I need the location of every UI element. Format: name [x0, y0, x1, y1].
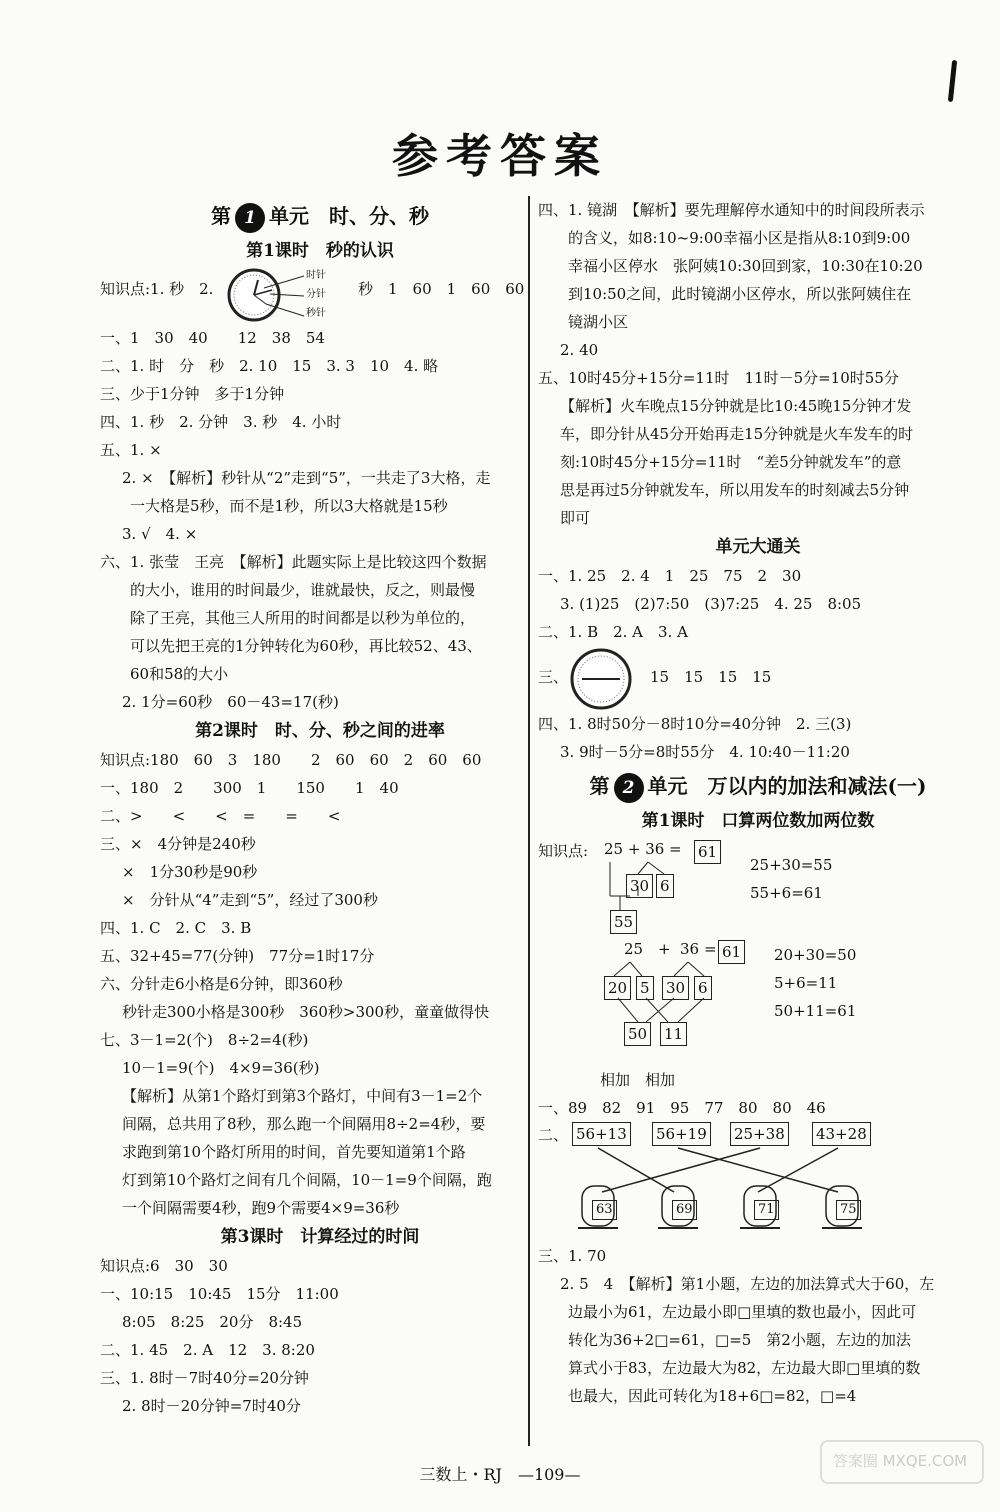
answer-line: 边最小为61，左边最小即□里填的数也最小，因此可: [568, 1303, 917, 1321]
answer-line: 二、1. 时 分 秒 2. 10 15 3. 3 10 4. 略: [100, 357, 439, 375]
answer-line: 60和58的大小: [130, 665, 229, 683]
lesson3-answers: [100, 1252, 540, 1420]
lesson2-answers: [100, 746, 540, 1222]
right-top-answers: [538, 196, 978, 532]
answer-line: 车，即分针从45分开始再走15分钟就是火车发车的时: [560, 425, 914, 443]
fig2-part-box: 6: [694, 976, 712, 1000]
right-column: [538, 196, 978, 1410]
fig2-equation: 50+11=61: [774, 1002, 857, 1020]
answer-line: 六、分针走6小格是6分钟，即360秒: [100, 975, 343, 993]
answer-line: 四、1. 秒 2. 分钟 3. 秒 4. 小时: [100, 413, 342, 431]
answer-line: 七、3－1=2(个) 8÷2=4(秒): [100, 1031, 309, 1049]
unit2-heading: [538, 766, 978, 806]
unit1-number-badge: 1: [235, 203, 265, 233]
fig1-sum-box: 55: [610, 910, 637, 934]
addition-figure-1: [538, 836, 978, 940]
left-column: [100, 196, 540, 1420]
lesson-heading: 第1课时 秒的认识: [246, 241, 394, 261]
answer-line: 3. (1)25 (2)7:50 (3)7:25 4. 25 8:05: [560, 595, 862, 613]
fig2-mid-box: 50: [624, 1022, 651, 1046]
answer-line: 到10:50之间，此时镜湖小区停水，所以张阿姨住在: [568, 285, 912, 303]
fig1-equation: 25+30=55: [750, 856, 833, 874]
mailbox-number: 71: [754, 1200, 779, 1220]
answer-line: 知识点:180 60 3 180 2 60 60 2 60 60: [100, 751, 482, 769]
knowledge-clock-row: [100, 266, 540, 324]
answer-line: 三、少于1分钟 多于1分钟: [100, 385, 285, 403]
answer-line: 2. 1分=60秒 60－43=17(秒): [122, 693, 339, 711]
answer-line: 2. 40: [560, 341, 599, 359]
fig1-equation: 55+6=61: [750, 884, 823, 902]
answer-line: 三、× 4分钟是240秒: [100, 835, 256, 853]
answer-line: 五、32+45=77(分钟) 77分=1时17分: [100, 947, 375, 965]
answer-line: 一、1 30 40 12 38 54: [100, 329, 325, 347]
unit2-number-badge: 2: [614, 773, 644, 803]
answer-line: 3. 9时－5分=8时55分 4. 10:40－11:20: [560, 743, 850, 761]
knowledge-answers: 秒 1 60 1 60 60: [358, 280, 525, 298]
lesson-heading: 第1课时 口算两位数加两位数: [641, 811, 875, 831]
answer-line: 二、1. B 2. A 3. A: [538, 623, 688, 641]
expression-card: 43+28: [812, 1122, 871, 1146]
answer-line: 一、180 2 300 1 150 1 40: [100, 779, 399, 797]
answer-line: 求跑到第10个路灯所用的时间，首先要知道第1个路: [122, 1143, 466, 1161]
expression-card: 56+13: [572, 1122, 631, 1146]
expression-card: 25+38: [730, 1122, 789, 1146]
review-clock-row: [538, 646, 978, 710]
answer-line: 一、89 82 91 95 77 80 80 46: [538, 1099, 826, 1117]
mailbox-number: 69: [672, 1200, 697, 1220]
unit1-heading: [100, 196, 540, 236]
answer-line: 2. 5 4 【解析】第1小题，左边的加法算式大于60，左: [560, 1275, 935, 1293]
corner-mark: [948, 60, 957, 102]
unit1-prefix: 第: [211, 204, 231, 228]
answer-line: 三、1. 70: [538, 1247, 607, 1265]
answer-line: 的大小，谁用的时间最少，谁就最快，反之，则最慢: [130, 581, 476, 599]
unit2-title: 单元 万以内的加法和减法(一): [647, 774, 927, 798]
page-title: 参考答案: [392, 129, 608, 183]
answer-line: 即可: [560, 509, 591, 527]
answer-line: 【解析】火车晚点15分钟就是比10:45晚15分钟才发: [560, 397, 912, 415]
matching-label: 二、: [538, 1126, 569, 1144]
answer-line: × 1分30秒是90秒: [122, 863, 258, 881]
answer-line: 四、1. 镜湖 【解析】要先理解停水通知中的时间段所表示: [538, 201, 925, 219]
fig2-mid-box: 11: [660, 1022, 687, 1046]
answer-line: 一个间隔需要4秒，跑9个需要4×9=36秒: [122, 1199, 400, 1217]
answer-line: 一、10:15 10:45 15分 11:00: [100, 1285, 339, 1303]
answer-line: 算式小于83，左边最大为82，左边最大即□里填的数: [568, 1359, 921, 1377]
fig2-result-box: 61: [718, 940, 745, 964]
watermark-logo: [820, 1440, 980, 1500]
answer-line: 知识点:6 30 30: [100, 1257, 228, 1275]
knowledge-label: 知识点:1. 秒 2.: [100, 280, 214, 298]
answer-line: 3. √ 4. ×: [122, 525, 198, 543]
matching-figure: [538, 1122, 978, 1242]
fig2-equation: 5+6=11: [774, 974, 838, 992]
answer-line: 秒针走300小格是300秒 360秒>300秒，童童做得快: [122, 1003, 490, 1021]
answer-line: 间隔，总共用了8秒，那么跑一个间隔用8÷2=4秒，要: [122, 1115, 486, 1133]
answer-line: 四、1. 8时50分－8时10分=40分钟 2. 三(3): [538, 715, 852, 733]
answer-line: 2. 8时－20分钟=7时40分: [122, 1397, 301, 1415]
answer-line: 2. × 【解析】秒针从“2”走到“5”，一共走了3大格，走: [122, 469, 491, 487]
answer-line: 的含义，如8:10~9:00幸福小区是指从8:10到9:00: [568, 229, 911, 247]
answer-line: 三、1. 8时－7时40分=20分钟: [100, 1369, 309, 1387]
answer-line: 也最大，因此可转化为18+6□=82，□=4: [568, 1387, 857, 1405]
matching-lines: [538, 1122, 898, 1242]
review-clock-label: 三、: [538, 668, 569, 686]
answer-line: 8:05 8:25 20分 8:45: [122, 1313, 303, 1331]
answer-line: 二、> < < = = <: [100, 807, 341, 825]
answer-line: 可以先把王亮的1分钟转化为60秒，再比较52、43、: [130, 637, 482, 655]
minute-hand-label: 分针: [306, 289, 326, 300]
mailbox-number: 63: [592, 1200, 617, 1220]
unit2-prefix: 第: [589, 774, 610, 798]
answer-line: 五、1. ×: [100, 441, 162, 459]
fig1-expression: 25 + 36 =: [604, 840, 682, 858]
fig2-captions: 相加 相加: [600, 1071, 676, 1089]
fig2-connectors: [538, 940, 758, 1066]
mailbox-number: 75: [836, 1200, 861, 1220]
clock-figure: [224, 268, 344, 324]
answer-line: 一、1. 25 2. 4 1 25 75 2 30: [538, 567, 802, 585]
answer-line: 转化为36+2□=61，□=5 第2小题，左边的加法: [568, 1331, 911, 1349]
fig1-part-box: 30: [626, 874, 653, 898]
hour-hand-label: 时针: [306, 270, 326, 281]
lesson-heading: 第3课时 计算经过的时间: [220, 1227, 420, 1247]
answer-line: 【解析】从第1个路灯到第3个路灯，中间有3－1=2个: [122, 1087, 483, 1105]
clock-figure: [568, 648, 638, 710]
watermark-text: 答案圈 MXQE.COM: [832, 1452, 968, 1470]
unit1-title: 单元 时、分、秒: [269, 204, 429, 228]
fig2-part-box: 30: [662, 976, 689, 1000]
answer-line: 镜湖小区: [568, 313, 629, 331]
answer-line: 除了王亮，其他三人所用的时间都是以秒为单位的，: [130, 609, 476, 627]
answer-line: 五、10时45分+15分=11时 11时－5分=10时55分: [538, 369, 899, 387]
answer-line: 刻:10时45分+15分=11时 “差5分钟就发车”的意: [560, 453, 902, 471]
lesson1-answers: [100, 324, 540, 716]
answer-line: × 分针从“4”走到“5”，经过了300秒: [122, 891, 378, 909]
second-hand-label: 秒针: [306, 308, 326, 319]
answer-line: 六、1. 张莹 王亮 【解析】此题实际上是比较这四个数据: [100, 553, 487, 571]
answer-line: 思是再过5分钟就发车，所以用发车的时刻减去5分钟: [560, 481, 910, 499]
fig1-label: 知识点:: [538, 842, 589, 860]
clock-hand-labels: [306, 266, 326, 323]
fig2-part-box: 20: [604, 976, 631, 1000]
fig2-plus: +: [658, 940, 671, 958]
review-clock-answers: 15 15 15 15: [650, 668, 772, 686]
expression-card: 56+19: [652, 1122, 711, 1146]
fig2-addend-b: 36: [680, 940, 700, 958]
fig1-part-box: 6: [656, 874, 674, 898]
answer-line: 二、1. 45 2. A 12 3. 8:20: [100, 1341, 315, 1359]
lesson-heading: 第2课时 时、分、秒之间的进率: [195, 721, 445, 741]
answer-line: 一大格是5秒，而不是1秒，所以3大格就是15秒: [130, 497, 448, 515]
fig1-result-box: 61: [694, 840, 721, 864]
answer-line: 四、1. C 2. C 3. B: [100, 919, 252, 937]
answer-line: 灯到第10个路灯之间有几个间隔，10－1=9个间隔，跑: [122, 1171, 492, 1189]
answer-line: 10－1=9(个) 4×9=36(秒): [122, 1059, 320, 1077]
answer-line: 幸福小区停水 张阿姨10:30回到家，10:30在10:20: [568, 257, 923, 275]
page-footer: 三数上・RJ —109—: [419, 1465, 581, 1484]
fig2-equals: =: [704, 940, 717, 958]
addition-figure-2: [538, 940, 978, 1066]
fig2-addend-a: 25: [624, 940, 644, 958]
fig2-part-box: 5: [636, 976, 654, 1000]
unit-review-heading: 单元大通关: [715, 537, 801, 557]
fig2-equation: 20+30=50: [774, 946, 857, 964]
